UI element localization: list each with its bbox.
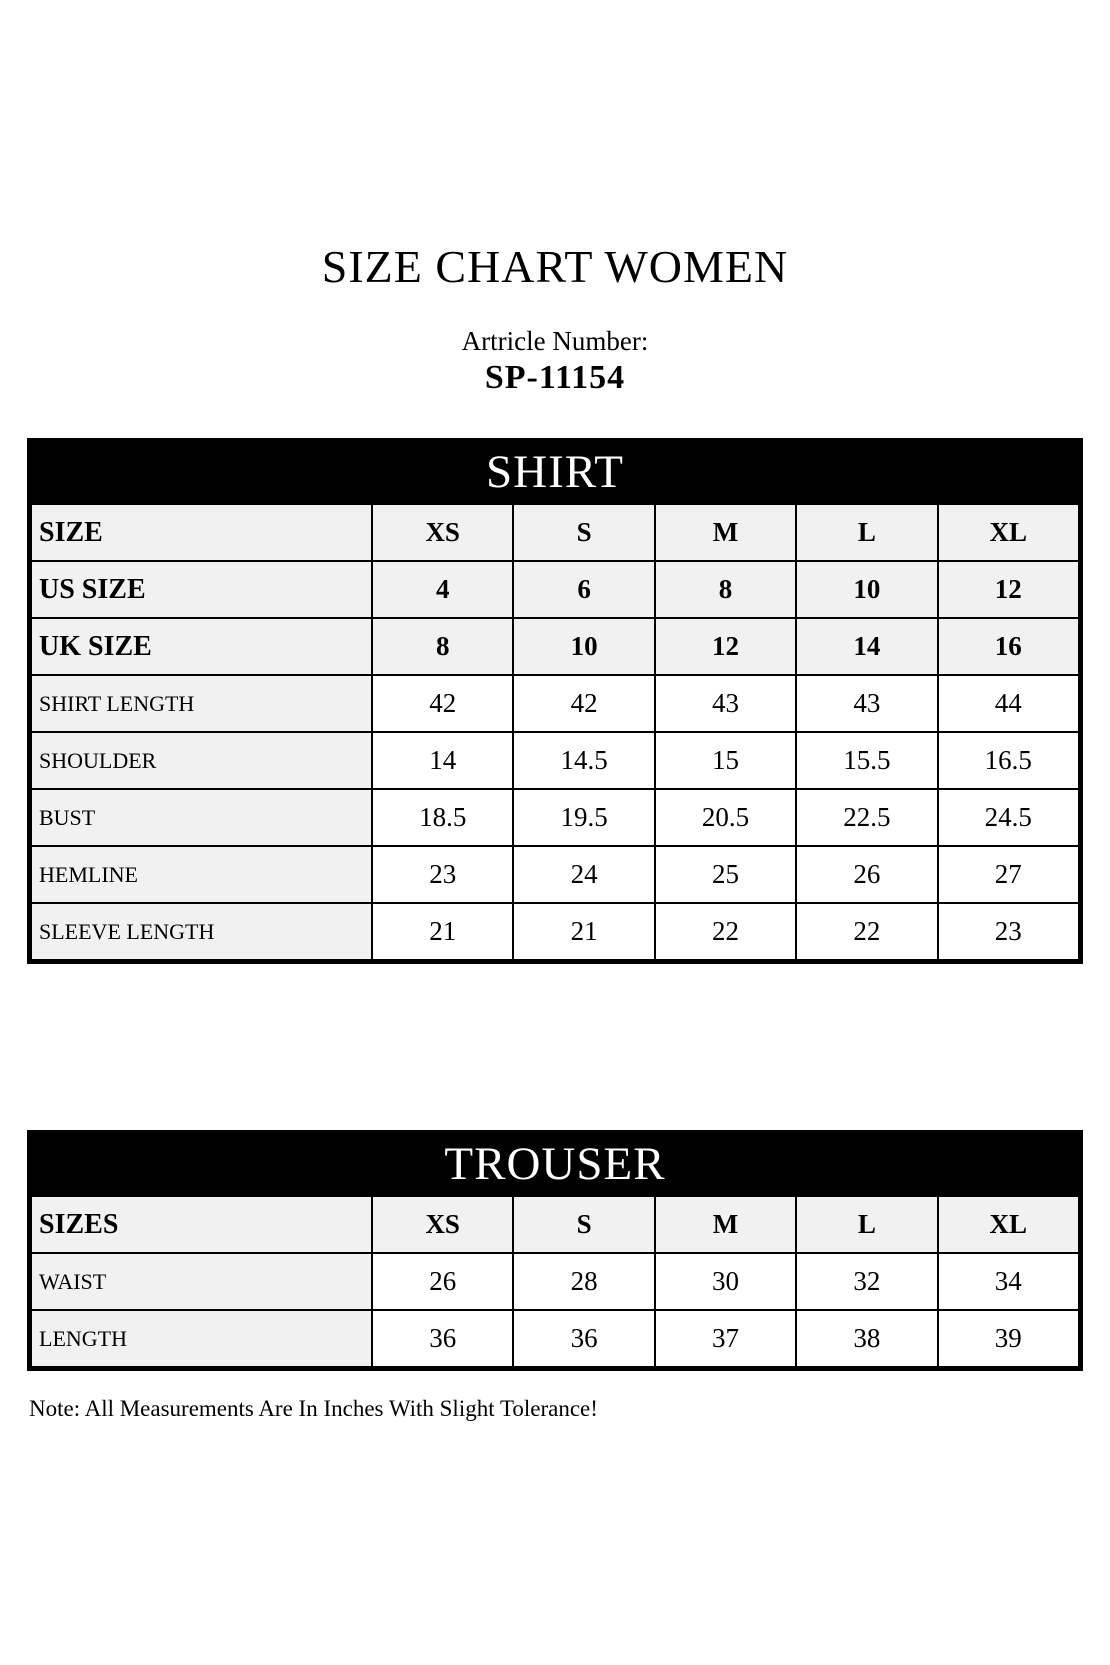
table-row — [31, 1310, 1079, 1367]
value-cell: 22 — [655, 903, 796, 960]
value-cell: 30 — [655, 1253, 796, 1310]
row-label-cell: HEMLINE — [31, 846, 372, 903]
value-cell: 36 — [513, 1310, 654, 1367]
table-row — [31, 903, 1079, 960]
table-row — [31, 846, 1079, 903]
row-label-cell: SHIRT LENGTH — [31, 675, 372, 732]
value-cell: 36 — [372, 1310, 513, 1367]
value-cell: 23 — [372, 846, 513, 903]
value-cell: 21 — [513, 903, 654, 960]
trouser-table-section — [27, 1130, 1083, 1371]
table-row — [31, 618, 1079, 675]
value-cell: 18.5 — [372, 789, 513, 846]
value-cell: 15 — [655, 732, 796, 789]
value-cell: 14 — [372, 732, 513, 789]
value-cell: 43 — [796, 675, 937, 732]
value-cell: 37 — [655, 1310, 796, 1367]
value-cell: 22 — [796, 903, 937, 960]
value-cell: 24.5 — [938, 789, 1079, 846]
value-cell: XS — [372, 1196, 513, 1253]
page-title: SIZE CHART WOMEN — [321, 241, 789, 292]
table-row — [31, 789, 1079, 846]
shirt-size-table — [30, 503, 1080, 961]
value-cell: 44 — [938, 675, 1079, 732]
row-label-cell: SIZES — [31, 1196, 372, 1253]
value-cell: L — [796, 504, 937, 561]
value-cell: 42 — [372, 675, 513, 732]
value-cell: 20.5 — [655, 789, 796, 846]
table-row — [31, 1253, 1079, 1310]
row-label-cell: SLEEVE LENGTH — [31, 903, 372, 960]
shirt-table-section — [27, 438, 1083, 964]
trouser-table-title: TROUSER — [30, 1133, 1080, 1195]
value-cell: 14 — [796, 618, 937, 675]
value-cell: 12 — [655, 618, 796, 675]
value-cell: 15.5 — [796, 732, 937, 789]
value-cell: 16 — [938, 618, 1079, 675]
value-cell: 26 — [372, 1253, 513, 1310]
article-number-value: SP-11154 — [484, 359, 626, 396]
value-cell: 38 — [796, 1310, 937, 1367]
value-cell: 14.5 — [513, 732, 654, 789]
value-cell: 21 — [372, 903, 513, 960]
table-row — [31, 504, 1079, 561]
value-cell: 8 — [372, 618, 513, 675]
article-number-label: Artricle Number: — [461, 326, 649, 356]
value-cell: M — [655, 504, 796, 561]
value-cell: 10 — [796, 561, 937, 618]
value-cell: 34 — [938, 1253, 1079, 1310]
value-cell: S — [513, 504, 654, 561]
value-cell: M — [655, 1196, 796, 1253]
value-cell: 24 — [513, 846, 654, 903]
row-label-cell: SHOULDER — [31, 732, 372, 789]
value-cell: 32 — [796, 1253, 937, 1310]
table-row — [31, 732, 1079, 789]
row-label-cell: SIZE — [31, 504, 372, 561]
value-cell: 27 — [938, 846, 1079, 903]
row-label-cell: UK SIZE — [31, 618, 372, 675]
value-cell: 6 — [513, 561, 654, 618]
measurement-note: Note: All Measurements Are In Inches With Slight Tolerance! — [29, 1396, 598, 1421]
table-row — [31, 561, 1079, 618]
value-cell: 42 — [513, 675, 654, 732]
table-row — [31, 675, 1079, 732]
row-label-cell: WAIST — [31, 1253, 372, 1310]
value-cell: 19.5 — [513, 789, 654, 846]
value-cell: L — [796, 1196, 937, 1253]
value-cell: 12 — [938, 561, 1079, 618]
value-cell: XL — [938, 1196, 1079, 1253]
value-cell: 28 — [513, 1253, 654, 1310]
table-row — [31, 1196, 1079, 1253]
row-label-cell: US SIZE — [31, 561, 372, 618]
value-cell: 39 — [938, 1310, 1079, 1367]
value-cell: 23 — [938, 903, 1079, 960]
value-cell: XL — [938, 504, 1079, 561]
value-cell: S — [513, 1196, 654, 1253]
value-cell: 8 — [655, 561, 796, 618]
shirt-table-title: SHIRT — [30, 441, 1080, 503]
row-label-cell: BUST — [31, 789, 372, 846]
value-cell: 4 — [372, 561, 513, 618]
value-cell: 43 — [655, 675, 796, 732]
value-cell: 10 — [513, 618, 654, 675]
value-cell: 16.5 — [938, 732, 1079, 789]
trouser-size-table — [30, 1195, 1080, 1368]
value-cell: 25 — [655, 846, 796, 903]
value-cell: 26 — [796, 846, 937, 903]
row-label-cell: LENGTH — [31, 1310, 372, 1367]
value-cell: XS — [372, 504, 513, 561]
value-cell: 22.5 — [796, 789, 937, 846]
